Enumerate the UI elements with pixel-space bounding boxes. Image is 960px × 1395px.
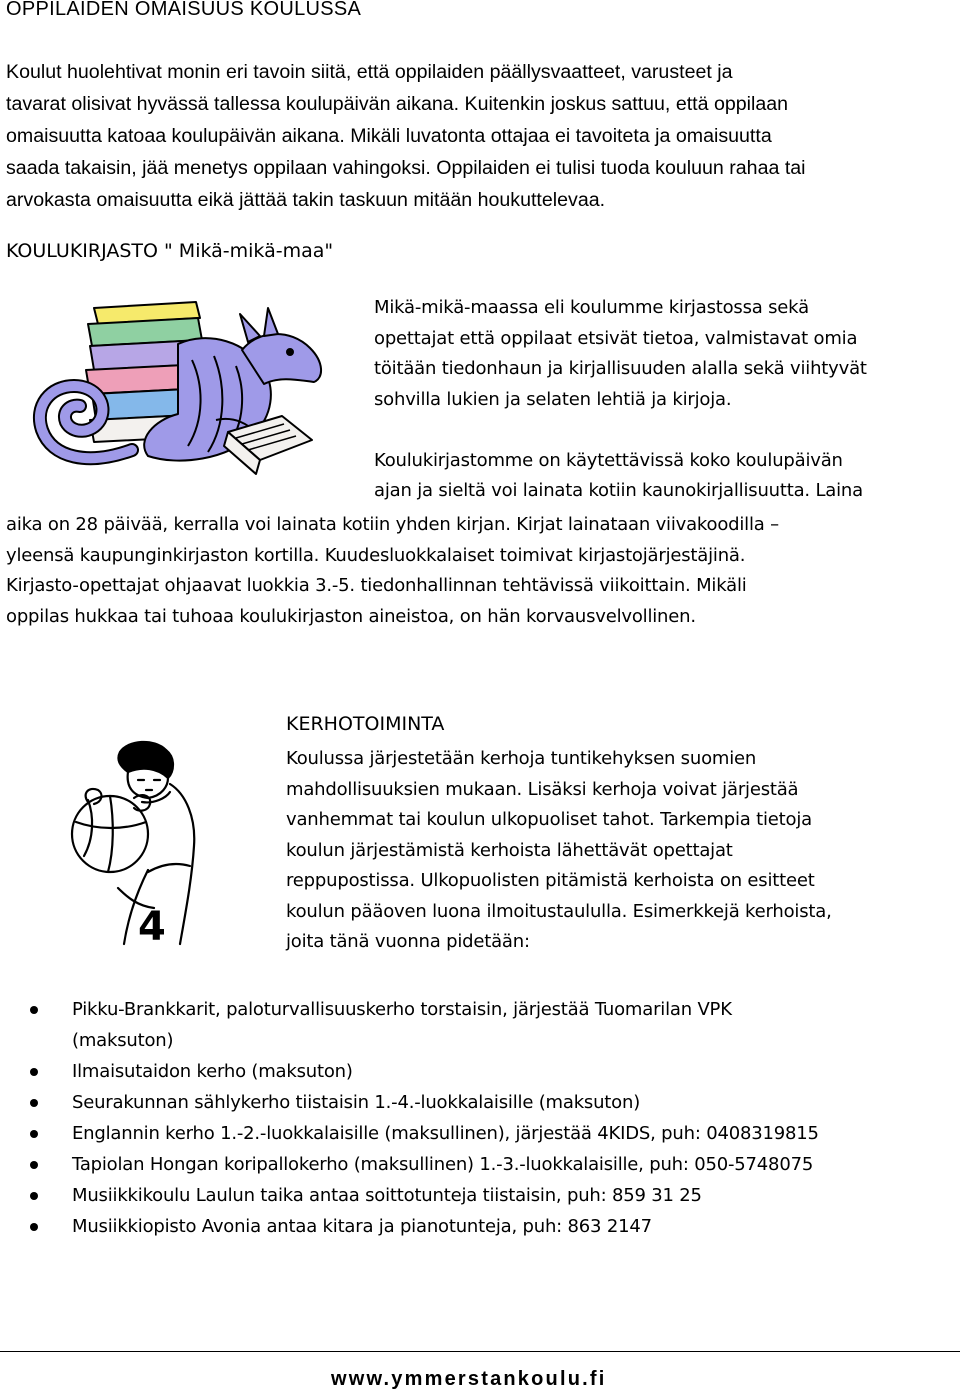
list-item: Seurakunnan sählykerho tiistaisin 1.-4.-luokkalaisille (maksuton) bbox=[0, 1087, 819, 1118]
text-line: Koulussa järjestetään kerhoja tuntikehyksen suomien bbox=[286, 748, 757, 769]
text-line: ajan ja sieltä voi lainata kotiin kaunokirjallisuutta. Laina bbox=[374, 480, 863, 501]
bullet-icon bbox=[30, 1161, 38, 1169]
bullet-icon bbox=[30, 1068, 38, 1076]
text-line: reppupostissa. Ulkopuolisten pitämistä kerhoista on esitteet bbox=[286, 870, 815, 891]
text-line: saada takaisin, jää menetys oppilaan vahingoksi. Oppilaiden ei tulisi tuoda kouluun rahaa tai bbox=[6, 157, 806, 179]
list-item: Englannin kerho 1.-2.-luokkalaisille (maksullinen), järjestää 4KIDS, puh: 0408319815 bbox=[0, 1118, 819, 1149]
text-line: koulun järjestämistä kerhoista lähettävät opettajat bbox=[286, 839, 733, 861]
property-paragraph bbox=[6, 56, 956, 216]
text-line: oppilas hukkaa tai tuhoaa koulukirjaston aineistoa, on hän korvausvelvollinen. bbox=[6, 605, 696, 627]
text-line: sohvilla lukien ja selaten lehtiä ja kirjoja. bbox=[374, 388, 732, 410]
bullet-icon bbox=[30, 1006, 38, 1014]
clubs-heading: KERHOTOIMINTA bbox=[286, 713, 445, 735]
text-line: yleensä kaupunginkirjaston kortilla. Kuudesluokkalaiset toimivat kirjastojärjestäjinä. bbox=[6, 544, 746, 566]
text-line: Kirjasto-opettajat ohjaavat luokkia 3.-5. tiedonhallinnan tehtävissä viikoittain. Mikäli bbox=[6, 575, 747, 596]
footer-url[interactable]: www.ymmerstankoulu.fi bbox=[331, 1368, 607, 1390]
list-item: Musiikkikoulu Laulun taika antaa soittotunteja tiistaisin, puh: 859 31 25 bbox=[0, 1180, 819, 1211]
bullet-icon bbox=[30, 1099, 38, 1107]
armadillo-reading-illustration bbox=[28, 290, 348, 506]
text-line: joita tänä vuonna pidetään: bbox=[286, 931, 530, 952]
list-item: Tapiolan Hongan koripallokerho (maksullinen) 1.-3.-luokkalaisille, puh: 050-5748075 bbox=[0, 1149, 819, 1180]
list-item: Musiikkiopisto Avonia antaa kitara ja pianotunteja, puh: 863 2147 bbox=[0, 1211, 819, 1242]
text-line: vanhemmat tai koulun ulkopuoliset tahot. Tarkempia tietoja bbox=[286, 809, 812, 830]
text-line: Mikä-mikä-maassa eli koulumme kirjastossa sekä bbox=[374, 297, 809, 318]
text-line: Koulut huolehtivat monin eri tavoin siitä, että oppilaiden päällysvaatteet, varusteet ja bbox=[6, 61, 733, 83]
text-line: koulun pääoven luona ilmoitustaululla. Esimerkkejä kerhoista, bbox=[286, 900, 832, 922]
text-line: tavarat olisivat hyvässä tallessa koulupäivän aikana. Kuitenkin joskus sattuu, että oppilaan bbox=[6, 93, 789, 115]
library-heading: KOULUKIRJASTO " Mikä-mikä-maa" bbox=[6, 240, 334, 262]
text-line: omaisuutta katoaa koulupäivän aikana. Mikäli luvatonta ottajaa ei tavoiteta ja omaisuutta bbox=[6, 125, 772, 147]
list-item: Pikku-Brankkarit, paloturvallisuuskerho torstaisin, järjestää Tuomarilan VPK (maksuton) bbox=[0, 994, 819, 1056]
hair-icon bbox=[118, 742, 173, 778]
bullet-icon bbox=[30, 1130, 38, 1138]
page-heading: OPPILAIDEN OMAISUUS KOULUSSA bbox=[6, 0, 362, 20]
blank-line bbox=[374, 415, 958, 446]
text-line: aika on 28 päivää, kerralla voi lainata kotiin yhden kirjan. Kirjat lainataan viivakoodilla – bbox=[6, 514, 779, 535]
text-line: töitään tiedonhaun ja kirjallisuuden alalla sekä viihtyvät bbox=[374, 358, 867, 379]
text-line: Koulukirjastomme on käytettävissä koko koulupäivän bbox=[374, 449, 843, 471]
text-line: mahdollisuuksien mukaan. Lisäksi kerhoja voivat järjestää bbox=[286, 778, 799, 800]
text-line: opettajat että oppilaat etsivät tietoa, valmistavat omia bbox=[374, 327, 858, 349]
clubs-paragraph bbox=[286, 744, 958, 958]
bullet-icon bbox=[30, 1223, 38, 1231]
library-paragraph bbox=[6, 510, 958, 632]
club-list bbox=[0, 994, 960, 1254]
list-item: Ilmaisutaidon kerho (maksuton) bbox=[0, 1056, 819, 1087]
library-side-text bbox=[374, 293, 958, 507]
bullet-icon bbox=[30, 1192, 38, 1200]
basketball-player-illustration bbox=[58, 738, 208, 950]
jersey-number: 4 bbox=[138, 904, 166, 950]
footer-divider bbox=[0, 1351, 960, 1352]
text-line: arvokasta omaisuutta eikä jättää takin taskuun mitään houkuttelevaa. bbox=[6, 189, 606, 211]
